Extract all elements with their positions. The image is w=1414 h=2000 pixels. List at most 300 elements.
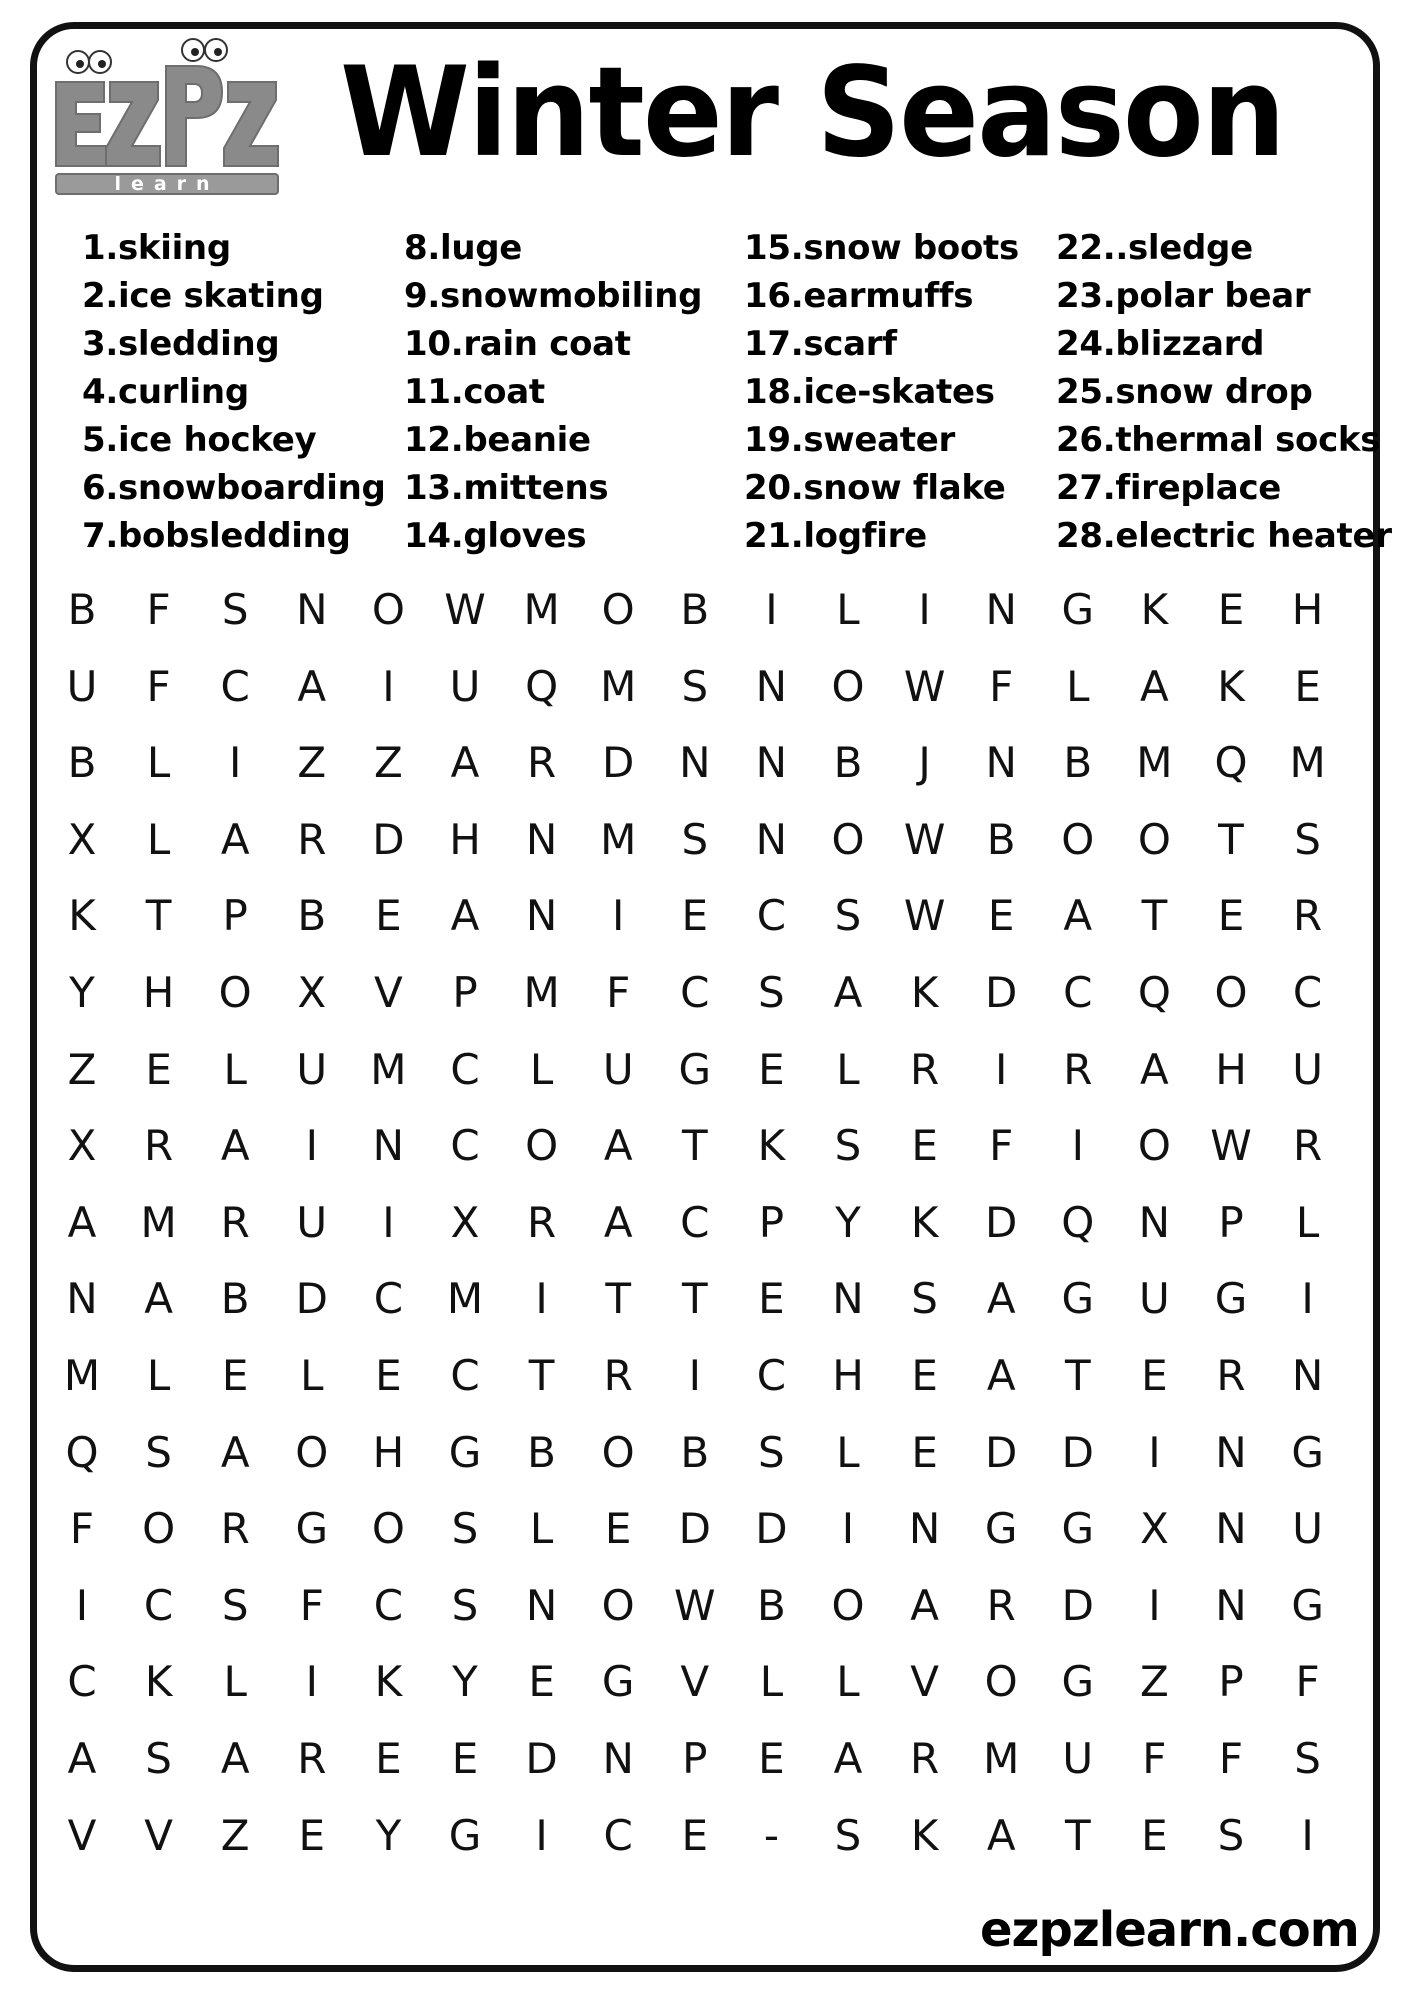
grid-letter: S (451, 1504, 479, 1554)
grid-letter: K (68, 891, 96, 941)
grid-letter: A (986, 1351, 1016, 1400)
grid-letter: C (603, 1810, 633, 1860)
grid-letter: Y (835, 1197, 861, 1247)
grid-letter: M (1136, 738, 1173, 788)
grid-letter: S (911, 1274, 938, 1324)
grid-letter: O (371, 585, 405, 634)
word-list-item: 22..sledge (1056, 228, 1253, 268)
grid-letter: Z (220, 1810, 250, 1860)
grid-letter: X (297, 968, 327, 1017)
grid-letter: B (1063, 738, 1093, 788)
grid-letter: A (986, 1810, 1016, 1860)
word-list-item: 2.ice skating (82, 276, 324, 316)
grid-letter: F (146, 585, 171, 634)
word-list-item: 28.electric heater (1056, 516, 1392, 556)
grid-letter: O (601, 1580, 635, 1630)
grid-letter: U (296, 1044, 328, 1094)
grid-letter: R (297, 1734, 327, 1783)
grid-letter: G (448, 1427, 482, 1477)
grid-letter: O (1137, 814, 1171, 864)
grid-letter: X (67, 814, 97, 864)
grid-letter: E (221, 1351, 249, 1400)
grid-letter: R (910, 1044, 940, 1094)
grid-letter: T (681, 1274, 708, 1324)
grid-letter: A (833, 1734, 863, 1783)
word-list-item: 23.polar bear (1056, 276, 1311, 316)
grid-letter: Q (1137, 968, 1171, 1017)
grid-letter: Q (65, 1427, 99, 1477)
grid-letter: L (836, 1657, 860, 1707)
word-list-item: 8.luge (404, 228, 523, 268)
grid-letter: I (75, 1580, 89, 1630)
grid-letter: C (680, 968, 710, 1017)
grid-letter: G (678, 1044, 712, 1094)
grid-letter: N (985, 738, 1017, 788)
grid-letter: O (525, 1121, 559, 1171)
grid-letter: W (903, 661, 946, 711)
grid-letter: K (374, 1657, 403, 1707)
grid-letter: L (146, 814, 171, 864)
grid-letter: G (1214, 1274, 1248, 1324)
grid-letter: O (831, 814, 865, 864)
grid-letter: V (374, 968, 403, 1017)
grid-letter: N (1215, 1580, 1247, 1630)
grid-letter: I (841, 1504, 855, 1554)
grid-letter: L (146, 738, 171, 788)
grid-letter: B (756, 1580, 786, 1630)
grid-letter: A (144, 1274, 173, 1324)
grid-letter: E (451, 1734, 479, 1783)
grid-letter: K (910, 1810, 939, 1860)
grid-letter: M (523, 968, 560, 1017)
grid-letter: O (371, 1504, 405, 1554)
grid-letter: O (1137, 1121, 1171, 1171)
grid-letter: I (382, 1197, 395, 1247)
grid-letter: H (449, 814, 481, 864)
word-list-item: 10.rain coat (404, 324, 631, 364)
grid-letter: I (305, 1121, 318, 1171)
grid-letter: A (1140, 661, 1169, 711)
grid-letter: I (688, 1351, 701, 1400)
grid-letter: U (296, 1197, 328, 1247)
grid-letter: C (756, 1351, 787, 1400)
word-list-item: 5.ice hockey (82, 420, 317, 460)
grid-letter: S (221, 585, 249, 634)
grid-letter: K (1217, 661, 1245, 711)
grid-letter: D (602, 738, 635, 788)
grid-letter: A (986, 1274, 1016, 1324)
grid-letter: I (994, 1044, 1008, 1094)
grid-letter: E (681, 891, 709, 941)
word-column (744, 224, 1019, 560)
grid-letter: H (372, 1427, 405, 1477)
grid-letter: M (446, 1274, 484, 1324)
grid-letter: N (679, 738, 711, 788)
grid-letter: U (1139, 1274, 1170, 1324)
grid-letter: Z (1140, 1657, 1169, 1707)
grid-letter: U (449, 661, 481, 711)
grid-letter: S (681, 814, 709, 864)
grid-letter: A (450, 738, 480, 788)
grid-letter: H (142, 968, 175, 1017)
grid-letter: O (1214, 968, 1248, 1017)
grid-letter: I (535, 1810, 548, 1860)
grid-letter: O (831, 1580, 865, 1630)
grid-letter: I (1148, 1580, 1161, 1630)
grid-letter: S (1294, 814, 1321, 864)
grid-letter: R (603, 1351, 633, 1400)
grid-letter: B (67, 585, 97, 634)
grid-letter: S (834, 1810, 862, 1860)
grid-letter: O (295, 1427, 329, 1477)
grid-letter: D (985, 1197, 1018, 1247)
grid-letter: I (1301, 1274, 1314, 1324)
grid-letter: X (450, 1197, 480, 1247)
word-column (82, 224, 386, 560)
grid-letter: W (444, 585, 486, 634)
grid-letter: N (755, 661, 788, 711)
grid-letter: E (375, 891, 402, 941)
grid-letter: E (1217, 891, 1245, 941)
word-list-item: 15.snow boots (744, 228, 1019, 268)
grid-letter: A (603, 1197, 633, 1247)
grid-letter: N (525, 814, 558, 864)
grid-letter: A (1063, 891, 1093, 941)
grid-letter: L (836, 585, 860, 634)
grid-letter: T (1218, 814, 1244, 864)
grid-letter: R (1216, 1351, 1246, 1400)
word-column (1056, 224, 1392, 560)
grid-letter: R (144, 1121, 174, 1171)
word-list-item: 7.bobsledding (82, 516, 351, 556)
grid-letter: A (1140, 1044, 1169, 1094)
grid-letter: C (1063, 968, 1093, 1017)
grid-letter: V (910, 1657, 939, 1707)
grid-letter: H (1215, 1044, 1247, 1094)
grid-letter: R (910, 1734, 940, 1783)
grid-letter: L (223, 1657, 247, 1707)
grid-letter: U (1292, 1504, 1323, 1554)
grid-letter: E (1294, 661, 1321, 711)
grid-letter: N (602, 1734, 634, 1783)
grid-letter: G (1061, 1657, 1095, 1707)
grid-letter: G (448, 1810, 482, 1860)
grid-letter: E (375, 1351, 402, 1400)
grid-letter: N (985, 585, 1017, 634)
grid-letter: A (220, 1121, 250, 1171)
grid-letter: M (983, 1734, 1020, 1783)
grid-letter: E (911, 1351, 938, 1400)
grid-letter: C (220, 661, 250, 711)
grid-letter: B (220, 1274, 250, 1324)
grid-letter: X (1140, 1504, 1169, 1554)
grid-letter: K (1140, 585, 1169, 634)
grid-letter: A (67, 1197, 97, 1247)
grid-letter: S (145, 1734, 172, 1783)
word-list-item: 9.snowmobiling (404, 276, 703, 316)
grid-letter: M (140, 1197, 177, 1247)
grid-letter: H (832, 1351, 864, 1400)
grid-letter: G (295, 1504, 329, 1554)
grid-letter: E (987, 891, 1015, 941)
grid-letter: O (601, 585, 635, 634)
grid-letter: L (836, 1044, 860, 1094)
grid-letter: C (143, 1580, 174, 1630)
footer-website: ezpzlearn.com (980, 1902, 1359, 1958)
grid-letter: B (833, 738, 863, 788)
grid-letter: B (297, 891, 327, 941)
grid-letter: Q (1061, 1197, 1095, 1247)
ezpz-learn-logo (48, 32, 298, 202)
grid-letter: U (602, 1044, 634, 1094)
word-list (82, 224, 1392, 564)
word-list-item: 16.earmuffs (744, 276, 974, 316)
grid-letter: L (759, 1657, 784, 1707)
grid-letter: W (674, 1580, 716, 1630)
grid-letter: C (67, 1657, 97, 1707)
grid-letter: L (836, 1427, 860, 1477)
grid-letter: D (525, 1734, 558, 1783)
grid-letter: A (297, 661, 327, 711)
grid-letter: F (146, 661, 171, 711)
grid-letter: F (69, 1504, 95, 1554)
word-list-item: 12.beanie (404, 420, 591, 460)
grid-letter: B (680, 585, 710, 634)
grid-letter: I (535, 1274, 548, 1324)
grid-letter: R (220, 1197, 250, 1247)
grid-letter: E (758, 1044, 785, 1094)
grid-letter: R (220, 1504, 250, 1554)
grid-letter: I (918, 585, 931, 634)
grid-letter: S (1294, 1734, 1321, 1783)
grid-letter: N (525, 891, 558, 941)
grid-letter: L (529, 1504, 554, 1554)
grid-letter: R (527, 738, 557, 788)
grid-letter: F (989, 661, 1014, 711)
grid-letter: G (1061, 1274, 1095, 1324)
grid-letter: C (373, 1580, 404, 1630)
grid-letter: E (528, 1657, 555, 1707)
grid-letter: F (1142, 1734, 1167, 1783)
grid-letter: M (600, 814, 637, 864)
grid-letter: K (910, 1197, 939, 1247)
grid-letter: N (832, 1274, 864, 1324)
grid-letter: A (220, 1427, 250, 1477)
grid-letter: I (382, 661, 395, 711)
grid-letter: F (299, 1580, 324, 1630)
grid-letter: T (681, 1121, 708, 1171)
grid-letter: G (1291, 1427, 1324, 1477)
grid-letter: D (678, 1504, 711, 1554)
grid-letter: I (305, 1657, 318, 1707)
grid-letter: E (911, 1427, 938, 1477)
grid-letter: T (1064, 1810, 1091, 1860)
grid-letter: C (450, 1351, 480, 1400)
grid-letter: W (903, 814, 946, 864)
grid-letter: F (989, 1121, 1014, 1171)
grid-letter: V (680, 1657, 710, 1707)
grid-letter: D (1061, 1427, 1094, 1477)
grid-letter: T (528, 1351, 555, 1400)
grid-letter: G (1291, 1580, 1324, 1630)
word-list-item: 26.thermal socks (1056, 420, 1381, 460)
grid-letter: R (527, 1197, 557, 1247)
page-title: Winter Season (340, 41, 1284, 185)
grid-letter: P (758, 1197, 785, 1247)
grid-letter: N (1215, 1427, 1247, 1477)
word-list-item: 19.sweater (744, 420, 955, 460)
grid-letter: D (985, 1427, 1018, 1477)
grid-letter: S (834, 1121, 862, 1171)
grid-letter: U (1062, 1734, 1094, 1783)
word-list-item: 6.snowboarding (82, 468, 386, 508)
grid-letter: L (223, 1044, 247, 1094)
svg-text:learn: learn (114, 173, 220, 195)
grid-letter: L (146, 1351, 171, 1400)
grid-letter: N (908, 1504, 941, 1554)
grid-letter: P (682, 1734, 708, 1783)
grid-letter: U (1292, 1044, 1323, 1094)
grid-letter: V (144, 1810, 173, 1860)
word-list-item: 3.sledding (82, 324, 280, 364)
grid-letter: I (1148, 1427, 1161, 1477)
grid-letter: G (601, 1657, 635, 1707)
grid-letter: N (525, 1580, 558, 1630)
grid-letter: Z (67, 1044, 97, 1094)
grid-letter: T (1064, 1351, 1091, 1400)
grid-letter: O (218, 968, 252, 1017)
grid-letter: N (755, 738, 788, 788)
word-list-item: 21.logfire (744, 516, 927, 556)
word-list-item: 18.ice-skates (744, 372, 995, 412)
grid-letter: A (67, 1734, 97, 1783)
grid-letter: F (606, 968, 631, 1017)
word-list-item: 13.mittens (404, 468, 609, 508)
grid-letter: K (757, 1121, 786, 1171)
grid-letter: X (67, 1121, 97, 1171)
grid-letter: W (1210, 1121, 1252, 1171)
grid-letter: E (758, 1734, 785, 1783)
grid-letter: I (1301, 1810, 1314, 1860)
grid-letter: S (758, 968, 785, 1017)
grid-letter: H (1291, 585, 1324, 634)
grid-letter: B (527, 1427, 556, 1477)
grid-letter: T (1141, 891, 1168, 941)
grid-letter: L (300, 1351, 324, 1400)
grid-letter: K (910, 968, 939, 1017)
grid-letter: O (984, 1657, 1018, 1707)
grid-letter: T (145, 891, 172, 941)
grid-letter: D (1061, 1580, 1094, 1630)
word-list-item: 14.gloves (404, 516, 587, 556)
grid-letter: E (1141, 1810, 1168, 1860)
grid-letter: C (450, 1121, 480, 1171)
grid-letter: Z (374, 738, 403, 788)
grid-letter: B (67, 738, 97, 788)
grid-letter: R (1293, 891, 1323, 941)
grid-letter: S (221, 1580, 249, 1630)
word-list-item: 17.scarf (744, 324, 897, 364)
grid-letter: P (1218, 1197, 1244, 1247)
grid-letter: A (910, 1580, 939, 1630)
grid-letter: N (66, 1274, 98, 1324)
word-list-item: 25.snow drop (1056, 372, 1313, 412)
grid-letter: A (450, 891, 480, 941)
word-list-item: 4.curling (82, 372, 249, 412)
grid-letter: C (450, 1044, 480, 1094)
grid-letter: E (145, 1044, 172, 1094)
grid-letter: E (375, 1734, 402, 1783)
grid-letter: - (763, 1810, 779, 1860)
grid-letter: I (1071, 1121, 1084, 1171)
grid-letter: S (145, 1427, 172, 1477)
grid-letter: I (611, 891, 625, 941)
grid-letter: I (228, 738, 242, 788)
grid-letter: N (1291, 1351, 1324, 1400)
grid-letter: M (1289, 738, 1326, 788)
grid-letter: A (220, 1734, 250, 1783)
grid-letter: O (142, 1504, 176, 1554)
grid-letter: R (297, 814, 327, 864)
grid-letter: G (1061, 585, 1095, 634)
grid-letter: I (765, 585, 778, 634)
grid-letter: E (758, 1274, 785, 1324)
grid-letter: G (984, 1504, 1018, 1554)
grid-letter: N (296, 585, 328, 634)
grid-letter: M (600, 661, 637, 711)
grid-letter: C (373, 1274, 404, 1324)
grid-letter: P (222, 891, 248, 941)
grid-letter: O (831, 661, 865, 711)
grid-letter: G (1061, 1504, 1095, 1554)
grid-letter: M (370, 1044, 407, 1094)
grid-letter: K (144, 1657, 173, 1707)
grid-letter: E (298, 1810, 326, 1860)
grid-letter: E (681, 1810, 709, 1860)
grid-letter: W (903, 891, 946, 941)
word-column (404, 224, 702, 560)
grid-letter: A (603, 1121, 633, 1171)
grid-letter: N (1138, 1197, 1171, 1247)
grid-letter: V (67, 1810, 97, 1860)
word-list-item: 1.skiing (82, 228, 231, 268)
grid-letter: B (986, 814, 1016, 864)
letter-grid (52, 580, 1362, 1880)
word-list-item: 11.coat (404, 372, 545, 412)
grid-letter: S (1217, 1810, 1245, 1860)
grid-letter: S (681, 661, 709, 711)
grid-letter: D (985, 968, 1018, 1017)
grid-letter: T (605, 1274, 632, 1324)
grid-letter: R (986, 1580, 1016, 1630)
grid-letter: C (1292, 968, 1323, 1017)
grid-letter: Y (375, 1810, 402, 1860)
grid-letter: Y (452, 1657, 478, 1707)
grid-letter: L (529, 1044, 554, 1094)
grid-letter: S (834, 891, 862, 941)
grid-letter: F (1295, 1657, 1320, 1707)
grid-letter: O (601, 1427, 635, 1477)
grid-letter: P (1218, 1657, 1244, 1707)
grid-letter: M (523, 585, 560, 634)
grid-letter: D (372, 814, 405, 864)
word-list-item: 27.fireplace (1056, 468, 1282, 508)
grid-letter: S (758, 1427, 785, 1477)
grid-letter: L (1295, 1197, 1320, 1247)
grid-letter: Y (69, 968, 95, 1017)
grid-letter: M (63, 1351, 101, 1400)
grid-letter: R (1063, 1044, 1093, 1094)
